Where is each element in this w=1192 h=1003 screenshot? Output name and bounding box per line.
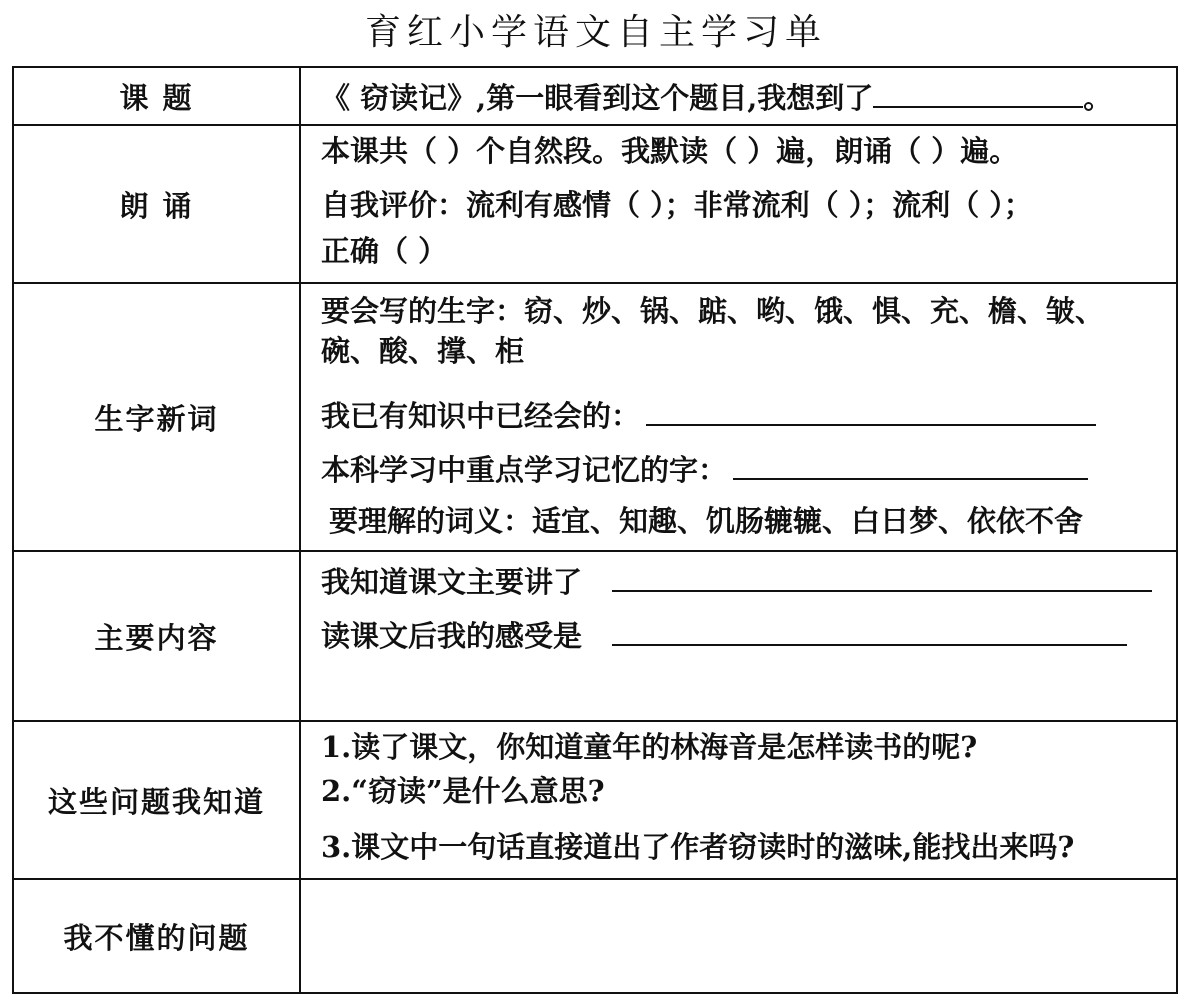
content-main-content — [303, 552, 1176, 720]
reading-line-2: 自我评价：流利有感情（ ）；非常流利（ ）；流利（ ）； — [321, 188, 1033, 222]
feeling-prompt: 读课文后我的感受是 — [321, 619, 583, 653]
known-question-3: 3.课文中一句话直接道出了作者窃读时的滋味,能找出来吗? — [321, 830, 1075, 864]
main-content-line-1 — [321, 562, 1152, 599]
row-unknown-questions — [14, 880, 1176, 992]
new-words-line-2: 碗、酸、撑、柜 — [321, 334, 525, 368]
unknown-questions-answer-area[interactable] — [303, 880, 1176, 992]
page-title: 育红小学语文自主学习单 — [364, 12, 827, 53]
content-known-questions — [303, 722, 1176, 878]
label-unknown-questions: 我不懂的问题 — [14, 880, 301, 992]
feeling-blank[interactable] — [612, 616, 1127, 646]
key-chars-blank[interactable] — [733, 450, 1088, 480]
topic-answer-blank[interactable] — [873, 78, 1083, 108]
topic-prompt: 《 窃读记》,第一眼看到这个题目,我想到了 — [321, 81, 874, 115]
key-chars-prompt: 本科学习中重点学习记忆的字： — [321, 453, 728, 487]
label-main-content: 主要内容 — [14, 552, 301, 720]
content-new-words — [303, 284, 1176, 550]
content-reading — [303, 126, 1176, 282]
reading-line-3: 正确（ ） — [321, 234, 448, 268]
row-main-content — [14, 552, 1176, 722]
known-chars-prompt: 我已有知识中已经会的： — [321, 399, 641, 433]
row-new-words — [14, 284, 1176, 552]
new-words-line-1: 要会写的生字：窃、炒、锅、踮、哟、饿、惧、充、檐、皱、 — [321, 294, 1105, 328]
main-content-line-2 — [321, 616, 1127, 653]
new-words-line-5: 要理解的词义：适宜、知趣、饥肠辘辘、白日梦、依依不舍 — [329, 504, 1084, 538]
known-chars-blank[interactable] — [646, 396, 1096, 426]
known-question-2: 2.“窃读”是什么意思? — [321, 774, 605, 808]
worksheet-table — [12, 66, 1178, 994]
topic-line — [321, 78, 1112, 115]
label-new-words: 生字新词 — [14, 284, 301, 550]
reading-line-1: 本课共（ ）个自然段。我默读（ ）遍，朗诵（ ）遍。 — [321, 134, 1019, 168]
row-topic — [14, 68, 1176, 126]
topic-end: 。 — [1083, 81, 1113, 115]
label-known-questions: 这些问题我知道 — [14, 722, 301, 878]
row-known-questions — [14, 722, 1176, 880]
label-reading: 朗 诵 — [14, 126, 301, 282]
main-content-prompt: 我知道课文主要讲了 — [321, 565, 583, 599]
main-content-blank[interactable] — [612, 562, 1152, 592]
known-question-1: 1.读了课文，你知道童年的林海音是怎样读书的呢? — [321, 730, 978, 764]
label-topic: 课 题 — [14, 68, 301, 124]
content-topic — [303, 68, 1176, 124]
row-reading — [14, 126, 1176, 284]
new-words-line-4 — [321, 450, 1088, 487]
new-words-line-3 — [321, 396, 1096, 433]
